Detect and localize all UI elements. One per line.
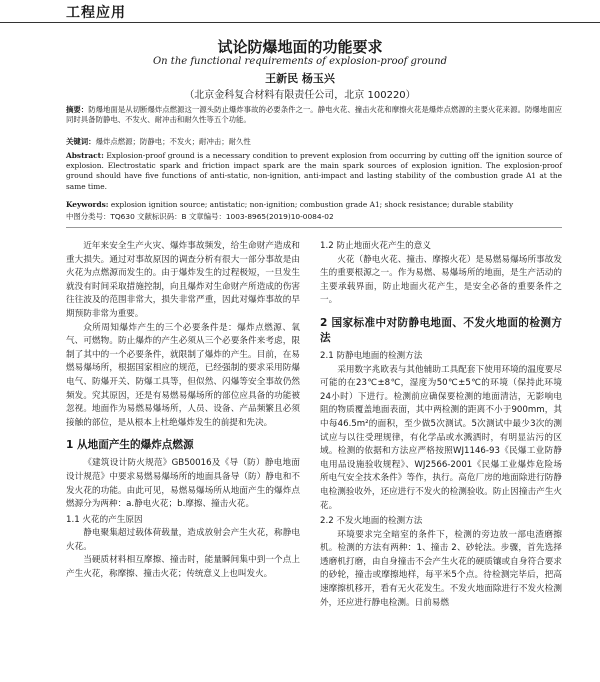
- journal-header-bar: [0, 0, 600, 23]
- keywords-en-label: Keywords:: [66, 200, 109, 209]
- left-column: [66, 240, 300, 582]
- abstract-en-text: Explosion-proof ground is a necessary condition to prevent explosion from occurring by cutting off the ignition source of explosion. Electrostatic spark and friction impact spark are the main spark sources of explosion ignition. The explosion-proof ground should have five functions of anti-static, non-ignition, anti-impact and lasting stability of the combustion grade A1 at the same time.: [66, 151, 562, 191]
- subsection-heading: 1.2 防止地面火花产生的意义: [320, 241, 431, 251]
- paragraph: 《建筑设计防火规范》GB50016及《导（防）静电地面设计规范》中要求易燃易爆场所的地面具备导（防）静电和不发火花的功能。由此可见，易燃易爆场所从地面产生的爆炸点燃源分为两种：a.静电火花；b.摩擦、撞击火花。: [66, 458, 300, 510]
- keywords-en-text: explosion ignition source; antistatic; non-ignition; combustion grade A1; shock resistance; durable stability: [110, 200, 514, 209]
- section-heading: 1 从地面产生的爆炸点燃源: [66, 439, 194, 452]
- affiliation: （北京金科复合材料有限责任公司，北京 100220）: [184, 90, 416, 101]
- paragraph: 近年来安全生产火灾、爆炸事故频发，给生命财产造成和重大损失。通过对事故原因的调查分析有很大一部分事故是由火花为点燃源而发生的。由于爆炸发生的过程极短，一旦发生就没有时间采取措施控制，向且爆炸对生命财产所造成的伤害往往波及的范围非常大，损失非常严重，因此对爆炸事故的早期预防非常为重要。: [66, 241, 300, 319]
- abstract-cn-label: 摘要：: [66, 105, 89, 114]
- classification-line: 中图分类号：TQ630 文献标识码：B 文章编号：1003-8965(2019)10-0084-02: [66, 212, 334, 221]
- section-tag: 工程应用: [66, 5, 126, 21]
- abstract-cn-text: 防爆地面是从切断爆炸点燃源这一源头防止爆炸事故的必要条件之一。静电火花、撞击火花和摩擦火花是爆炸点燃源的主要火花来源。防爆地面应同时具备防静电、不发火、耐冲击和耐久性等五个功能。: [66, 105, 562, 125]
- paragraph: 众所周知爆炸产生的三个必要条件是：爆炸点燃源、氧气、可燃物。防止爆炸的产生必须从三个必要条件来考虑，限制了其中的一个必要条件，就限制了爆炸的产生。目前，在易燃易爆场所，根据国家相应的规范，已经强制的要求采用防爆电气、防爆开关、防爆工具等，但似然、闪爆等安全事故仍然频发。究其原因，还是有易燃易爆场所的部位应具备的功能被忽视。地面作为易燃易爆场所，人员、设备、产品频繁且必须接触的部位，是从根本上杜绝爆炸发生的前提和先决。: [66, 322, 300, 428]
- abstract-en: [66, 151, 562, 192]
- article-title: 试论防爆地面的功能要求: [217, 38, 383, 56]
- paragraph: 环境要求完全暗室的条件下，检测的旁边放一部电渣磨擦机。检测的方法有两种：1、撞击 2、砂轮法。步骤，首先选择透磨机打磨，由自身撞击不会产生火花的硬质镶或自身符合要求的砂轮，撞击或摩擦地样，每平米5个点。待检测完毕后，把高速摩擦机移开，看有无火花发生。不发火地面除进行不发火检测外，还应进行静电检测。日前易燃: [320, 529, 562, 608]
- keywords-cn: [66, 137, 562, 147]
- section-heading: 2 国家标准中对防静电地面、不发火地面的检测方法: [320, 316, 562, 344]
- abstract-divider: [66, 227, 562, 228]
- paragraph: 采用数字兆欧表与其他辅助工具配套下使用环境的温度要尽可能的在23℃±8℃，湿度为50℃±5℃的环境（保持此环境24小时）下进行。检测前应确保要检测的地面清洁，无影响电阻的物质覆盖地面表面，其中两检测的距离不小于900mm，其中每46.5m²的面积，至少做5次测试。5次测试中最少3次的测试应与以往受理规律，有化学品或水溅洒时，有明显沾污的区域。检测的依据和方法应严格按照WJ1146-93《民爆工业防静电用品设施验收规程》、WJ2566-2001《民爆工业爆炸危险场所电气安全技术条件》等作，执行。高危厂房的地面除进行防静电检测验收外，还应进行不发火的检测验收。防止因撞击产生火花。: [320, 364, 562, 511]
- authors: 王新民 杨玉兴: [265, 72, 335, 85]
- keywords-cn-label: 关键词：: [66, 137, 96, 146]
- paragraph: 当硬质材料相互摩擦、撞击时，能量瞬间集中到一个点上产生火花，称摩擦、撞击火花；传统意义上也叫发火。: [66, 555, 300, 580]
- subsection-heading: 1.1 火花的产生原因: [66, 514, 143, 525]
- subsection-heading: 2.2 不发火地面的检测方法: [320, 516, 423, 527]
- right-column: [320, 240, 562, 610]
- article-title-en: On the functional requirements of explosion-proof ground: [152, 56, 447, 67]
- abstract-en-label: Abstract:: [66, 151, 104, 160]
- abstract-cn: [66, 105, 562, 125]
- paragraph: 静电聚集超过载体荷载量，造成放射会产生火花，称静电火花。: [66, 528, 300, 552]
- keywords-cn-text: 爆炸点燃源；防静电；不发火；耐冲击；耐久性: [95, 137, 251, 146]
- keywords-en: [66, 200, 562, 210]
- subsection-heading: 2.1 防静电地面的检测方法: [320, 350, 423, 361]
- paragraph: 火花（静电火花、撞击、摩擦火花）是易燃易爆场所事故发生的重要根源之一。作为易燃、易爆场所的地面，是生产活动的主要承载界面，防止地面火花产生，是安全必备的重要条件之一。: [320, 254, 562, 306]
